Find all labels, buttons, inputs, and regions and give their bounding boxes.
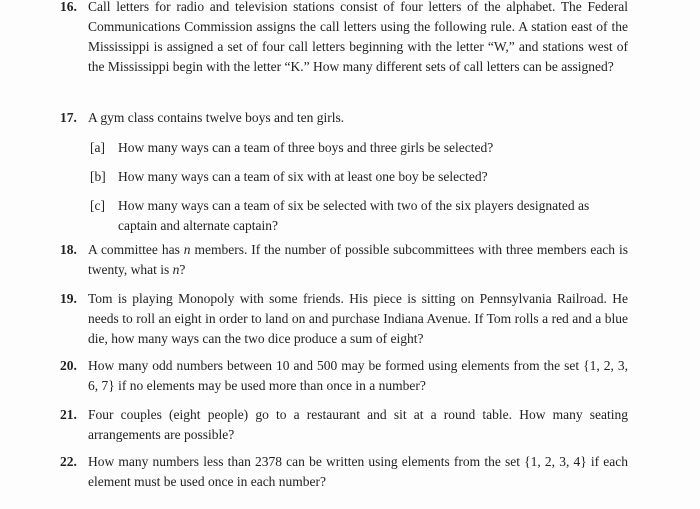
variable-n: n [172,262,180,277]
part-text: How many ways can a team of six be selected with two of the six players designated as captain and alternate captain? [118,198,590,233]
problem-number: 19. [60,291,77,306]
problem-text [88,240,628,280]
problem-text: A gym class contains twelve boys and ten girls. [88,110,345,125]
part-label: [a] [90,140,105,155]
text-segment: members. If the number of possible subcommittees with three members each is twenty, what is [88,242,628,277]
text-segment: ? [179,262,186,277]
problem-text: Four couples (eight people) go to a restaurant and sit at a round table. How many seating arrangements are possible? [88,407,628,442]
part-text: How many ways can a team of six with at least one boy be selected? [118,169,488,184]
variable-n: n [183,242,191,257]
part-label: [b] [90,169,106,184]
problem-number: 18. [60,242,77,257]
problem-text: How many numbers less than 2378 can be written using elements from the set {1, 2, 3, 4} if each element must be used once in each number? [88,454,628,489]
problem-text: Tom is playing Monopoly with some friends. His piece is sitting on Pennsylvania Railroad. He needs to roll an eight in order to land on and purchase Indiana Avenue. If Tom rolls a red and a blue die, how many ways can the two dice produce a sum of eight? [88,291,628,346]
part-label: [c] [90,198,105,213]
problem-number: 22. [60,454,77,469]
problem-text: How many odd numbers between 10 and 500 may be formed using elements from the set {1, 2, 3, 6, 7} if no elements may be used more than once in a number? [88,358,628,393]
problem-number: 21. [60,407,77,422]
part-text: How many ways can a team of three boys and three girls be selected? [118,140,494,155]
problem-number: 16. [60,0,77,14]
problem-number: 17. [60,110,77,125]
text-segment: A committee has [88,242,184,257]
problem-text: Call letters for radio and television stations consist of four letters of the alphabet. The Federal Communications Commission assigns the call letters using the following rule. A station east of the Mississippi is assigned a set of four call letters beginning with the letter “W,” and stations west of the Mississippi begin with the letter “K.” How many different sets of call letters can be assigned? [88,0,628,74]
problem-number: 20. [60,358,77,373]
